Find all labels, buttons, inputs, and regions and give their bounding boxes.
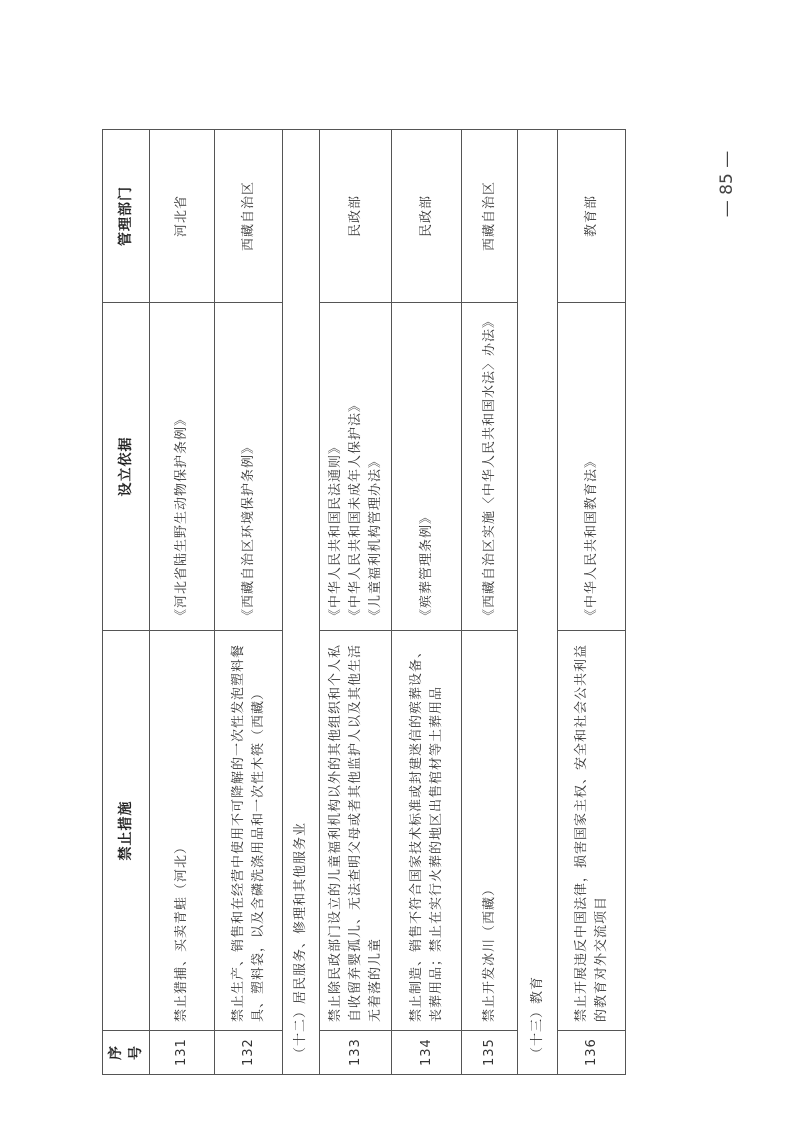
table-row xyxy=(462,130,518,1075)
row-dept: 西藏自治区 xyxy=(462,130,518,303)
header-seq: 序号 xyxy=(103,1031,150,1075)
row-seq: 136 xyxy=(558,1031,626,1075)
row-dept: 民政部 xyxy=(392,130,462,303)
header-dept: 管理部门 xyxy=(103,130,150,303)
table-header-row xyxy=(103,130,150,1075)
row-measure: 禁止除民政部门设立的儿童福利机构以外的其他组织和个人私自收留弃婴孤儿、无法查明父母或者其他监护人以及其他生活无着落的儿童 xyxy=(320,631,392,1031)
table-row xyxy=(215,130,283,1075)
row-seq: 132 xyxy=(215,1031,283,1075)
row-measure: 禁止开展违反中国法律，损害国家主权、安全和社会公共利益的教育对外交流项目 xyxy=(558,631,626,1031)
row-dept: 民政部 xyxy=(320,130,392,303)
row-seq: 134 xyxy=(392,1031,462,1075)
table-row xyxy=(392,130,462,1075)
row-basis: 《西藏自治区环境保护条例》 xyxy=(215,303,283,631)
row-basis: 《殡葬管理条例》 xyxy=(392,303,462,631)
row-seq: 133 xyxy=(320,1031,392,1075)
table-row xyxy=(320,130,392,1075)
row-seq: 135 xyxy=(462,1031,518,1075)
row-basis: 《河北省陆生野生动物保护条例》 xyxy=(150,303,215,631)
table-row xyxy=(150,130,215,1075)
row-measure: 禁止生产、销售和在经营中使用不可降解的一次性发泡塑料餐具、塑料袋，以及含磷洗涤用品和一次性木筷（西藏） xyxy=(215,631,283,1031)
row-measure: 禁止猎捕、买卖青蛙（河北） xyxy=(150,631,215,1031)
row-measure: 禁止开发冰川（西藏） xyxy=(462,631,518,1031)
table-row xyxy=(558,130,626,1075)
row-seq: 131 xyxy=(150,1031,215,1075)
row-dept: 西藏自治区 xyxy=(215,130,283,303)
basis-line: 《中华人民共和国未成年人保护法》 xyxy=(347,397,363,622)
section-label: （十二）居民服务、修理和其他服务业 xyxy=(283,130,320,1075)
row-measure: 禁止制造、销售不符合国家技术标准或封建迷信的殡葬设备、丧葬用品；禁止在实行火葬的地区出售棺材等土葬用品 xyxy=(392,631,462,1031)
row-dept: 教育部 xyxy=(558,130,626,303)
row-basis: 《西藏自治区实施〈中华人民共和国水法〉办法》 xyxy=(462,303,518,631)
section-row xyxy=(518,130,558,1075)
page-number-text: — 85 — xyxy=(717,150,737,218)
basis-line: 《儿童福利机构管理办法》 xyxy=(367,453,383,622)
row-basis: 《中华人民共和国教育法》 xyxy=(558,303,626,631)
basis-line: 《中华人民共和国民法通则》 xyxy=(327,439,343,622)
section-row xyxy=(283,130,320,1075)
header-basis: 设立依据 xyxy=(103,303,150,631)
section-label: （十三）教育 xyxy=(518,130,558,1075)
header-measure: 禁止措施 xyxy=(103,631,150,1031)
row-basis xyxy=(320,303,392,631)
rotated-table-container xyxy=(102,130,632,1075)
page-number xyxy=(712,140,742,230)
prohibition-table xyxy=(102,129,626,1075)
row-dept: 河北省 xyxy=(150,130,215,303)
